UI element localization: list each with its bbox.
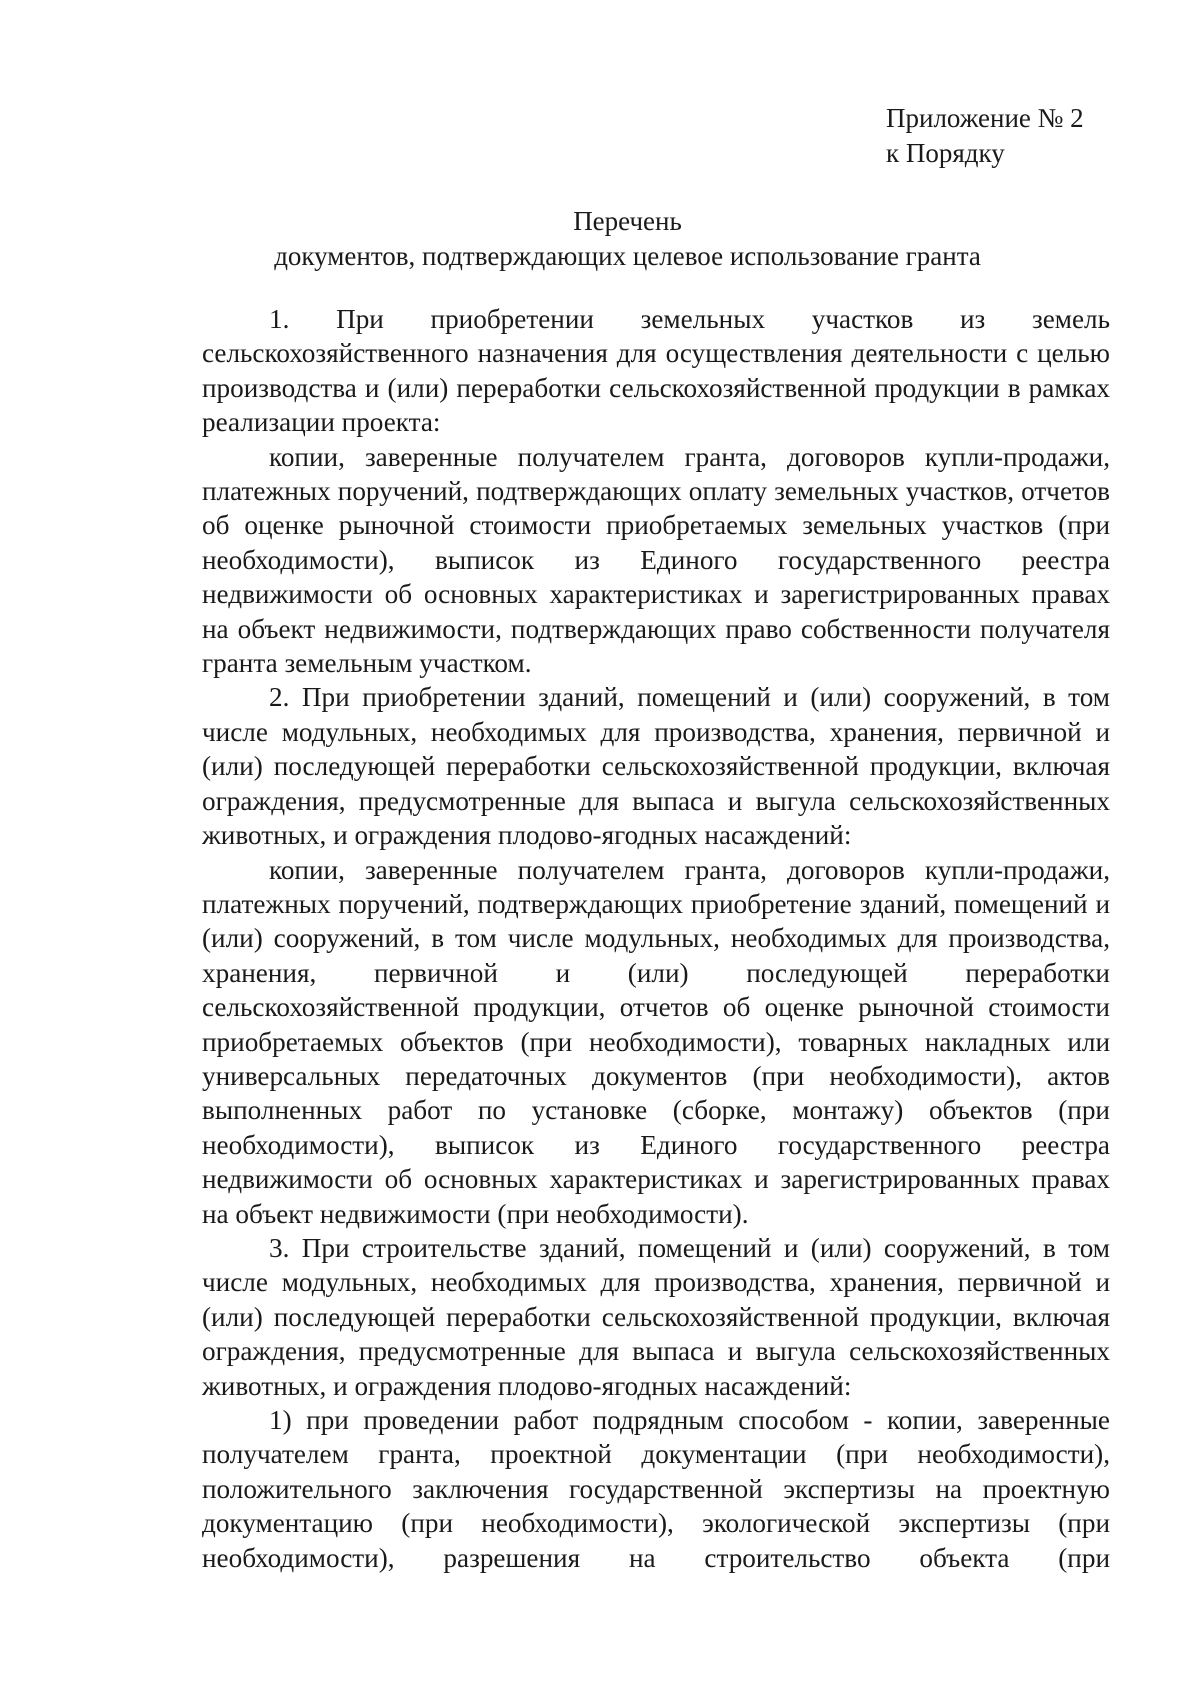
appendix-number: Приложение № 2 (886, 103, 1084, 133)
paragraph-6: 1) при проведении работ подрядным способом - копии, заверенные получателем гранта, проектной документации (при необходимости), положительного заключения государственной экспертизы на проектную документацию (при необходимости), экологической экспертизы (при необходимости), разрешения на строительство объекта (при (202, 1405, 1110, 1573)
appendix-reference: к Порядку (886, 138, 1005, 168)
paragraph-2: копии, заверенные получателем гранта, договоров купли-продажи, платежных поручений, подтверждающих оплату земельных участков, отчетов об оценке рыночной стоимости приобретаемых земельных участков (при необходимости), выписок из Единого государственного реестра недвижимости об основных характеристиках и зарегистрированных правах на объект недвижимости, подтверждающих право собственности получателя гранта земельным участком. (202, 441, 1110, 679)
paragraph-1: 1. При приобретении земельных участков из земель сельскохозяйственного назначения для осуществления деятельности с целью производства и (или) переработки сельскохозяйственной продукции в рамках реализации проекта: (202, 304, 1110, 438)
appendix-header (886, 101, 1084, 171)
document-title (0, 204, 1200, 274)
paragraph-3: 2. При приобретении зданий, помещений и (или) сооружений, в том числе модульных, необходимых для производства, хранения, первичной и (или) последующей переработки сельскохозяйственной продукции, включая ограждения, предусмотренные для выпаса и выгула сельскохозяйственных животных, и ограждения плодово-ягодных насаждений: (202, 682, 1110, 851)
document-body (202, 302, 1110, 1575)
paragraph-4: копии, заверенные получателем гранта, договоров купли-продажи, платежных поручений, подтверждающих приобретение зданий, помещений и (или) сооружений, в том числе модульных, необходимых для производства, хранения, первичной и (или) последующей переработки сельскохозяйственной продукции, отчетов об оценке рыночной стоимости приобретаемых объектов (при необходимости), товарных накладных или универсальных передаточных документов (при необходимости), актов выполненных работ по установке (сборке, монтажу) объектов (при необходимости), выписок из Единого государственного реестра недвижимости об основных характеристиках и зарегистрированных правах на объект недвижимости (при необходимости). (202, 854, 1110, 1229)
paragraph-5: 3. При строительстве зданий, помещений и (или) сооружений, в том числе модульных, необходимых для производства, хранения, первичной и (или) последующей переработки сельскохозяйственной продукции, включая ограждения, предусмотренные для выпаса и выгула сельскохозяйственных животных, и ограждения плодово-ягодных насаждений: (202, 1232, 1110, 1401)
title-line-1: Перечень (573, 206, 682, 236)
title-line-2: документов, подтверждающих целевое использование гранта (274, 241, 981, 271)
